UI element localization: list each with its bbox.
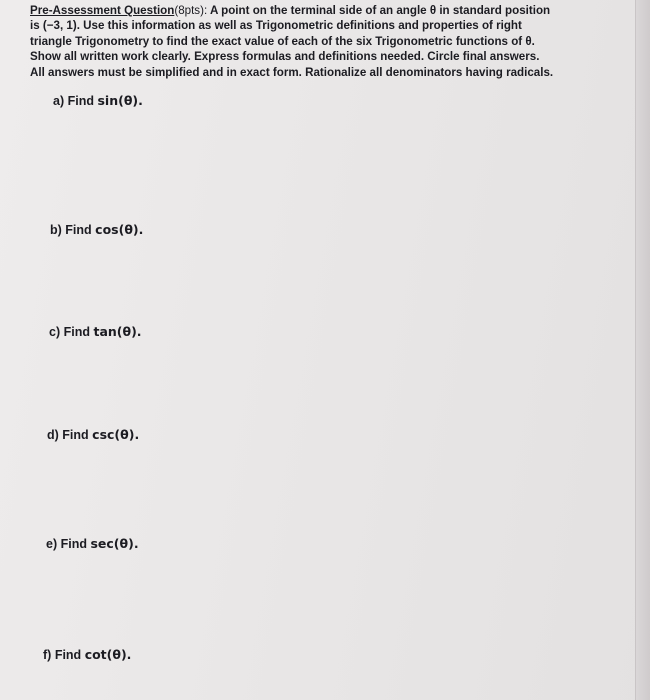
header-line-2-point: is (−3, 1).: [30, 19, 80, 33]
question-title: Pre-Assessment Question: [30, 4, 175, 17]
question-expression: sin(θ).: [97, 93, 143, 108]
question-f: [43, 647, 131, 662]
header-line-3: triangle Trigonometry to find the exact value of each of the six Trigonometric functions of θ.: [30, 34, 535, 48]
question-label: a): [53, 94, 65, 108]
question-expression: tan(θ).: [93, 324, 142, 339]
question-text: Find: [60, 537, 87, 551]
header-line-5: All answers must be simplified and in exact form. Rationalize all denominators having radicals.: [30, 65, 554, 79]
header-line-4: Show all written work clearly. Express formulas and definitions needed. Circle final answers.: [30, 50, 540, 64]
question-label: f): [43, 648, 52, 662]
question-label: e): [46, 537, 58, 551]
page-edge: [635, 0, 650, 700]
question-expression: csc(θ).: [92, 427, 140, 442]
question-text: Find: [62, 428, 89, 442]
header-line-2: [30, 18, 610, 33]
question-a: [53, 93, 143, 108]
question-expression: cot(θ).: [84, 647, 132, 662]
question-e: [46, 536, 139, 551]
question-expression: cos(θ).: [95, 222, 144, 237]
header-line-2-text: Use this information as well as Trigonometric definitions and properties of right: [79, 19, 522, 33]
question-c: [49, 324, 142, 339]
question-text: Find: [65, 223, 92, 237]
question-d: [47, 427, 139, 442]
question-text: Find: [54, 648, 82, 662]
question-label: b): [50, 223, 62, 237]
header-line-1: [30, 3, 610, 18]
question-expression: sec(θ).: [90, 536, 139, 551]
question-points: (8pts):: [174, 4, 208, 17]
question-header: [30, 3, 610, 80]
question-b: [50, 222, 143, 237]
question-text: Find: [63, 325, 90, 339]
question-label: c): [49, 325, 61, 339]
question-text: Find: [67, 94, 94, 108]
question-label: d): [47, 428, 59, 442]
header-line-1-text: A point on the terminal side of an angle θ in standard position: [207, 4, 551, 17]
